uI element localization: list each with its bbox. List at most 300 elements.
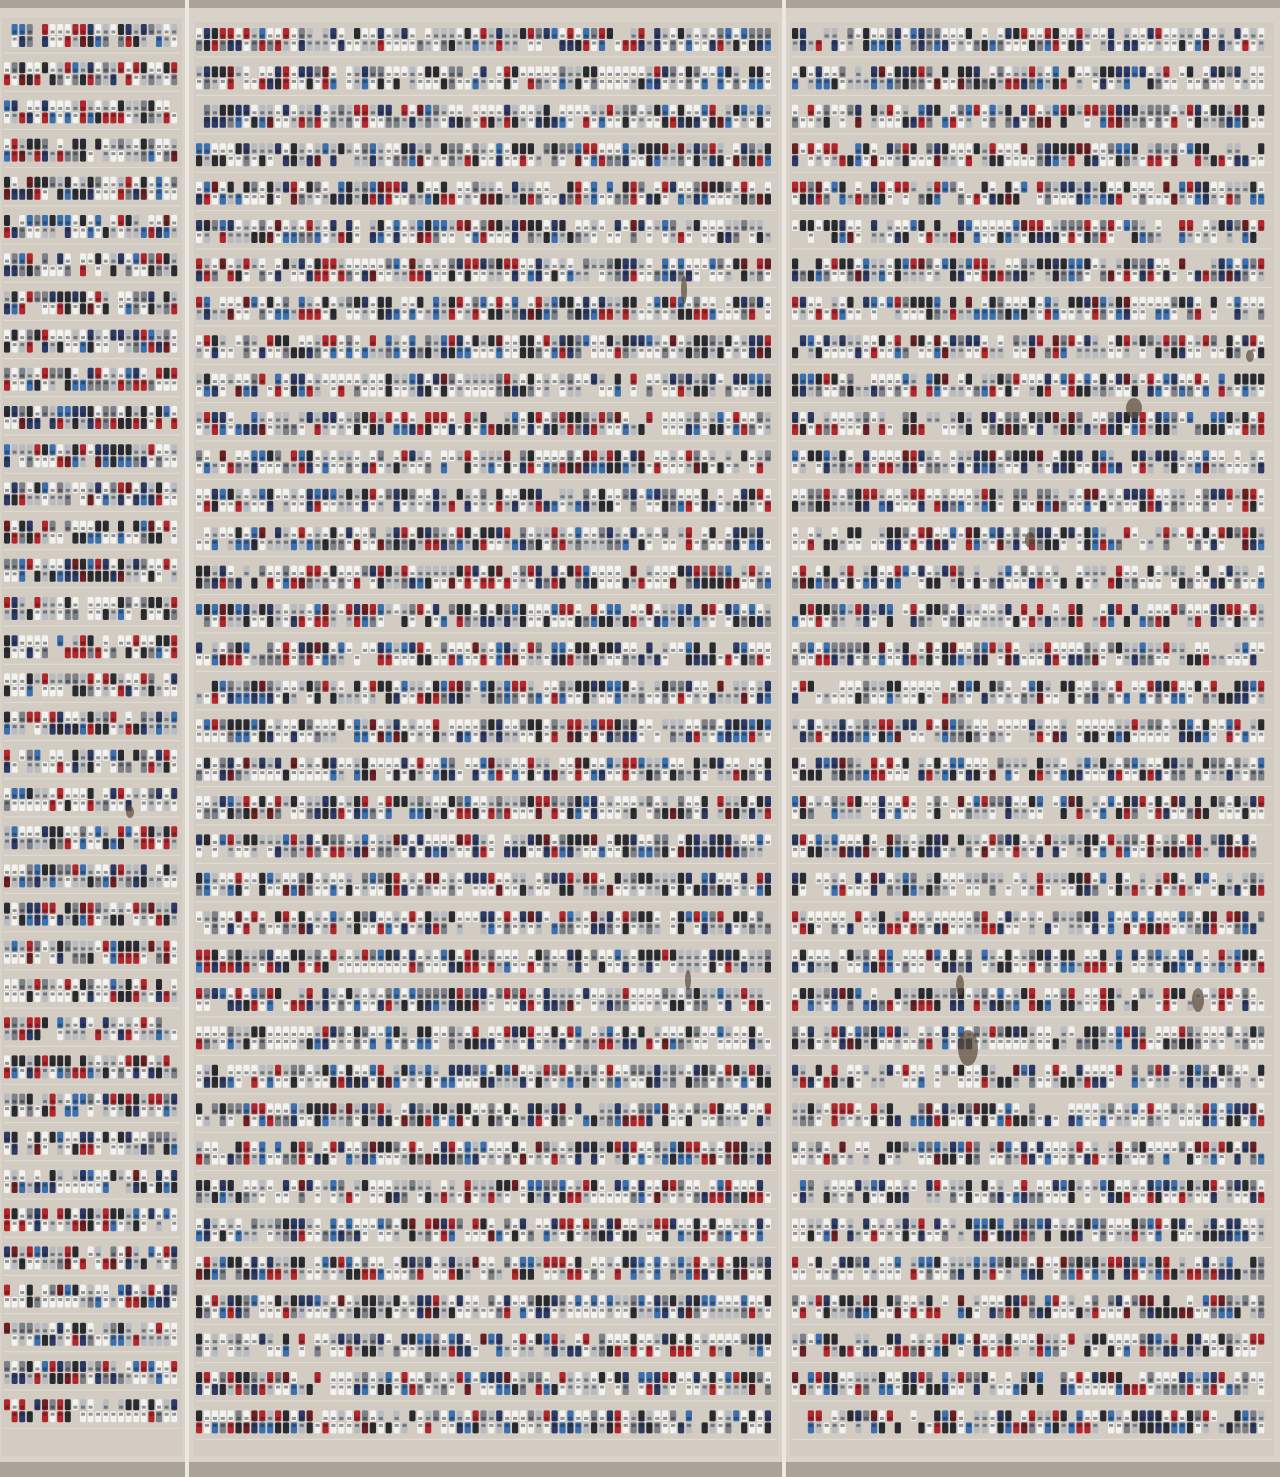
car-window: [481, 80, 485, 83]
car-window: [172, 336, 176, 339]
car-window: [679, 150, 683, 153]
car-window: [434, 157, 438, 160]
car-window: [157, 374, 161, 377]
car-window: [766, 111, 770, 114]
car-window: [66, 413, 70, 416]
car-window: [172, 413, 176, 416]
car-window: [458, 265, 462, 268]
car-window: [355, 80, 359, 83]
car-window: [205, 195, 209, 198]
car-window: [119, 420, 123, 423]
car-window: [81, 795, 85, 798]
car-window: [20, 489, 24, 492]
car-window: [750, 234, 754, 237]
car-window: [35, 1177, 39, 1180]
car-window: [81, 642, 85, 645]
car-window: [43, 1215, 47, 1218]
car-window: [96, 489, 100, 492]
car-window: [157, 260, 161, 263]
car-window: [134, 451, 138, 454]
car-window: [387, 272, 391, 275]
car-window: [718, 195, 722, 198]
car-window: [13, 986, 17, 989]
car-window: [165, 38, 169, 41]
car-window: [119, 458, 123, 461]
car-window: [89, 489, 93, 492]
car-window: [66, 993, 70, 996]
car-window: [58, 1298, 62, 1301]
car-window: [426, 195, 430, 198]
car-window: [51, 38, 55, 41]
car-window: [35, 756, 39, 759]
car-window: [600, 157, 604, 160]
car-window: [363, 195, 367, 198]
car-window: [66, 489, 70, 492]
car-window: [592, 80, 596, 83]
car-window: [726, 157, 730, 160]
car-window: [323, 111, 327, 114]
car-window: [35, 833, 39, 836]
car-window: [111, 916, 115, 919]
car-window: [127, 114, 131, 117]
car-window: [104, 413, 108, 416]
car-window: [703, 118, 707, 121]
car-window: [553, 265, 557, 268]
car-window: [434, 42, 438, 45]
car-window: [96, 229, 100, 232]
car-window: [165, 1406, 169, 1409]
car-window: [489, 111, 493, 114]
car-window: [237, 118, 241, 121]
car-window: [13, 152, 17, 155]
car-window: [96, 947, 100, 950]
car-window: [81, 1222, 85, 1225]
car-window: [127, 381, 131, 384]
car-window: [276, 35, 280, 38]
car-window: [73, 642, 77, 645]
car-window: [28, 1069, 32, 1072]
car-window: [28, 954, 32, 957]
car-window: [104, 336, 108, 339]
car-window: [513, 188, 517, 191]
car-window: [127, 687, 131, 690]
car-window: [592, 150, 596, 153]
car-window: [35, 993, 39, 996]
car-window: [703, 42, 707, 45]
car-window: [20, 1336, 24, 1339]
car-window: [81, 69, 85, 72]
car-window: [20, 687, 24, 690]
car-window: [81, 725, 85, 728]
car-window: [5, 649, 9, 652]
car-window: [127, 451, 131, 454]
car-window: [221, 42, 225, 45]
car-window: [66, 38, 70, 41]
car-window: [474, 234, 478, 237]
car-window: [157, 565, 161, 568]
car-window: [481, 150, 485, 153]
car-window: [695, 195, 699, 198]
car-window: [292, 111, 296, 114]
car-window: [134, 909, 138, 912]
car-window: [127, 572, 131, 575]
car-window: [157, 451, 161, 454]
car-window: [73, 114, 77, 117]
car-window: [300, 157, 304, 160]
car-window: [679, 265, 683, 268]
car-window: [458, 195, 462, 198]
car-window: [58, 680, 62, 683]
car-window: [28, 795, 32, 798]
car-window: [13, 795, 17, 798]
car-window: [157, 1253, 161, 1256]
car-window: [81, 718, 85, 721]
car-window: [111, 260, 115, 263]
car-window: [20, 145, 24, 148]
car-window: [5, 1260, 9, 1263]
car-window: [96, 1260, 100, 1263]
car-window: [13, 1298, 17, 1301]
car-window: [35, 420, 39, 423]
car-window: [58, 1260, 62, 1263]
car-window: [20, 947, 24, 950]
car-window: [51, 1184, 55, 1187]
car-window: [197, 73, 201, 76]
car-window: [308, 272, 312, 275]
car-window: [172, 604, 176, 607]
car-window: [81, 916, 85, 919]
car-window: [244, 265, 248, 268]
car-window: [134, 1024, 138, 1027]
car-window: [104, 916, 108, 919]
car-window: [5, 1062, 9, 1065]
car-window: [43, 795, 47, 798]
car-window: [51, 1375, 55, 1378]
car-window: [104, 298, 108, 301]
car-window: [111, 1031, 115, 1034]
car-window: [387, 227, 391, 230]
car-window: [529, 234, 533, 237]
car-window: [13, 763, 17, 766]
car-window: [292, 227, 296, 230]
car-window: [157, 947, 161, 950]
car-window: [89, 1329, 93, 1332]
car-window: [149, 527, 153, 530]
car-window: [742, 111, 746, 114]
car-window: [142, 680, 146, 683]
car-window: [758, 150, 762, 153]
car-window: [410, 195, 414, 198]
car-window: [73, 145, 77, 148]
car-window: [89, 1024, 93, 1027]
car-window: [363, 118, 367, 121]
car-window: [51, 298, 55, 301]
car-window: [734, 265, 738, 268]
car-window: [758, 73, 762, 76]
car-window: [172, 1406, 176, 1409]
car-window: [111, 763, 115, 766]
car-window: [66, 947, 70, 950]
car-window: [355, 118, 359, 121]
car-window: [165, 687, 169, 690]
car-window: [608, 265, 612, 268]
car-window: [119, 534, 123, 537]
car-window: [96, 413, 100, 416]
car-window: [73, 305, 77, 308]
car-window: [308, 111, 312, 114]
car-window: [711, 118, 715, 121]
car-window: [172, 1329, 176, 1332]
car-window: [89, 1177, 93, 1180]
car-window: [172, 1031, 176, 1034]
car-window: [172, 458, 176, 461]
car-window: [711, 35, 715, 38]
car-window: [197, 234, 201, 237]
car-window: [89, 69, 93, 72]
car-window: [426, 73, 430, 76]
car-window: [89, 1100, 93, 1103]
car-window: [474, 80, 478, 83]
car-window: [165, 107, 169, 110]
car-window: [521, 227, 525, 230]
car-window: [96, 763, 100, 766]
car-window: [89, 1215, 93, 1218]
car-window: [35, 642, 39, 645]
car-window: [560, 118, 564, 121]
car-window: [331, 111, 335, 114]
car-window: [111, 451, 115, 454]
car-window: [149, 687, 153, 690]
car-window: [450, 150, 454, 153]
car-window: [111, 1260, 115, 1263]
car-window: [157, 1100, 161, 1103]
car-window: [58, 267, 62, 270]
car-window: [134, 795, 138, 798]
car-window: [474, 265, 478, 268]
car-window: [363, 272, 367, 275]
car-window: [568, 35, 572, 38]
car-window: [28, 1062, 32, 1065]
car-window: [379, 234, 383, 237]
car-window: [89, 1298, 93, 1301]
car-window: [568, 150, 572, 153]
car-window: [89, 909, 93, 912]
car-window: [172, 38, 176, 41]
car-window: [149, 107, 153, 110]
car-window: [28, 1107, 32, 1110]
car-window: [157, 1177, 161, 1180]
car-window: [718, 265, 722, 268]
car-window: [81, 1145, 85, 1148]
car-window: [142, 1406, 146, 1409]
car-window: [410, 111, 414, 114]
car-window: [13, 1253, 17, 1256]
car-window: [51, 916, 55, 919]
car-window: [35, 1107, 39, 1110]
car-window: [13, 1145, 17, 1148]
car-window: [172, 145, 176, 148]
car-window: [545, 150, 549, 153]
car-window: [347, 272, 351, 275]
car-window: [632, 73, 636, 76]
car-window: [111, 840, 115, 843]
car-window: [111, 1298, 115, 1301]
car-window: [43, 527, 47, 530]
car-window: [624, 265, 628, 268]
car-window: [51, 413, 55, 416]
car-window: [104, 76, 108, 79]
car-window: [537, 111, 541, 114]
car-window: [127, 1184, 131, 1187]
car-window: [73, 31, 77, 34]
car-window: [142, 878, 146, 881]
car-window: [111, 756, 115, 759]
car-window: [442, 234, 446, 237]
car-window: [142, 718, 146, 721]
car-window: [127, 718, 131, 721]
car-window: [624, 157, 628, 160]
car-window: [13, 947, 17, 950]
car-window: [111, 1069, 115, 1072]
car-window: [5, 76, 9, 79]
car-window: [58, 38, 62, 41]
car-window: [172, 305, 176, 308]
car-window: [134, 413, 138, 416]
car-window: [104, 833, 108, 836]
car-window: [119, 1260, 123, 1263]
car-window: [104, 1336, 108, 1339]
car-window: [142, 298, 146, 301]
car-window: [13, 336, 17, 339]
car-window: [616, 80, 620, 83]
car-window: [363, 265, 367, 268]
car-window: [205, 35, 209, 38]
car-window: [165, 763, 169, 766]
car-window: [458, 150, 462, 153]
car-window: [316, 234, 320, 237]
car-window: [600, 265, 604, 268]
car-window: [142, 183, 146, 186]
car-window: [142, 107, 146, 110]
car-window: [35, 1336, 39, 1339]
car-window: [395, 42, 399, 45]
car-window: [96, 496, 100, 499]
car-window: [584, 118, 588, 121]
car-window: [73, 1024, 77, 1027]
car-window: [111, 993, 115, 996]
car-window: [221, 195, 225, 198]
car-window: [766, 265, 770, 268]
car-window: [111, 1375, 115, 1378]
car-window: [127, 1222, 131, 1225]
car-window: [711, 73, 715, 76]
car-window: [149, 413, 153, 416]
car-window: [127, 993, 131, 996]
car-window: [127, 649, 131, 652]
car-window: [111, 1145, 115, 1148]
car-window: [671, 73, 675, 76]
car-window: [339, 195, 343, 198]
car-window: [758, 42, 762, 45]
car-window: [28, 229, 32, 232]
car-window: [379, 80, 383, 83]
car-window: [104, 183, 108, 186]
car-window: [134, 1260, 138, 1263]
car-window: [43, 374, 47, 377]
car-window: [172, 534, 176, 537]
car-window: [149, 993, 153, 996]
car-window: [608, 80, 612, 83]
car-window: [149, 840, 153, 843]
car-window: [73, 947, 77, 950]
car-window: [402, 195, 406, 198]
car-window: [5, 489, 9, 492]
car-window: [379, 35, 383, 38]
car-window: [73, 954, 77, 957]
car-window: [347, 111, 351, 114]
car-window: [104, 1177, 108, 1180]
car-window: [221, 35, 225, 38]
car-window: [323, 73, 327, 76]
car-window: [13, 1368, 17, 1371]
car-window: [35, 1368, 39, 1371]
car-window: [157, 1329, 161, 1332]
car-window: [134, 1177, 138, 1180]
car-window: [300, 150, 304, 153]
car-window: [750, 188, 754, 191]
car-window: [66, 31, 70, 34]
car-window: [418, 80, 422, 83]
car-window: [119, 496, 123, 499]
car-window: [213, 157, 217, 160]
car-window: [410, 157, 414, 160]
car-window: [197, 80, 201, 83]
car-window: [20, 451, 24, 454]
car-window: [81, 413, 85, 416]
car-window: [73, 451, 77, 454]
car-window: [213, 118, 217, 121]
car-window: [20, 611, 24, 614]
car-window: [43, 833, 47, 836]
car-window: [119, 833, 123, 836]
car-window: [43, 31, 47, 34]
car-window: [142, 38, 146, 41]
car-window: [608, 73, 612, 76]
car-window: [742, 265, 746, 268]
car-window: [96, 458, 100, 461]
car-window: [142, 489, 146, 492]
car-window: [237, 272, 241, 275]
car-window: [28, 763, 32, 766]
car-window: [750, 195, 754, 198]
car-window: [73, 336, 77, 339]
car-window: [96, 69, 100, 72]
car-window: [35, 1145, 39, 1148]
car-window: [165, 611, 169, 614]
car-window: [111, 871, 115, 874]
car-window: [165, 1062, 169, 1065]
car-window: [73, 725, 77, 728]
car-window: [371, 227, 375, 230]
car-window: [89, 38, 93, 41]
car-window: [237, 150, 241, 153]
car-window: [149, 31, 153, 34]
car-window: [165, 649, 169, 652]
car-window: [5, 1031, 9, 1034]
car-window: [157, 1368, 161, 1371]
car-window: [410, 118, 414, 121]
car-window: [119, 229, 123, 232]
